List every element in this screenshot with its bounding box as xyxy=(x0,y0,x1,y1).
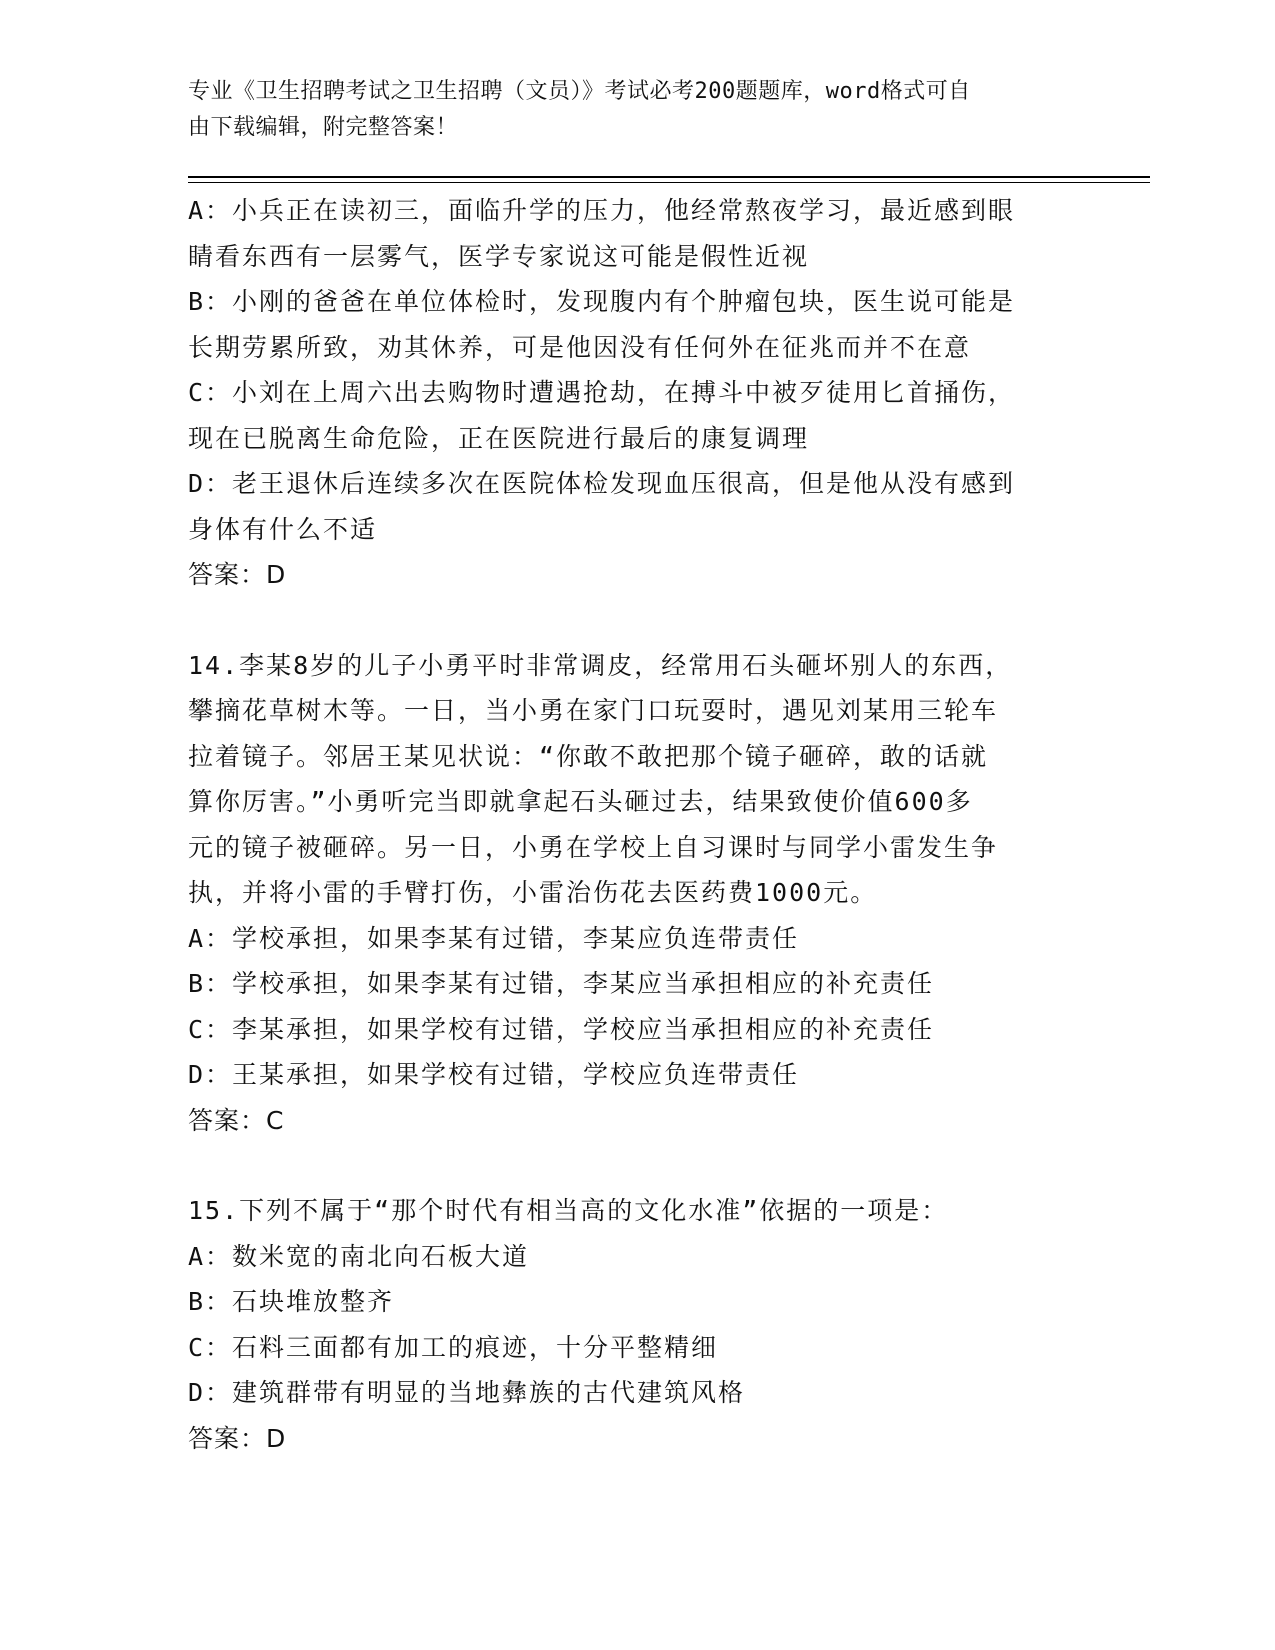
question-13 xyxy=(188,188,1088,598)
q13-option-c-line-1: C：小刘在上周六出去购物时遭遇抢劫，在搏斗中被歹徒用匕首捅伤， xyxy=(188,378,1016,407)
q15-option-a: A：数米宽的南北向石板大道 xyxy=(188,1241,530,1271)
q15-option-c: C：石料三面都有加工的痕迹，十分平整精细 xyxy=(188,1332,719,1362)
spacer xyxy=(188,598,1088,643)
q15-answer: 答案：D xyxy=(188,1423,287,1453)
q14-stem-line-5: 元的镜子被砸碎。另一日，小勇在学校上自习课时与同学小雷发生争 xyxy=(188,832,999,862)
q14-stem-line-2: 攀摘花草树木等。一日，当小勇在家门口玩耍时，遇见刘某用三轮车 xyxy=(188,696,999,725)
q14-option-c: C：李某承担，如果学校有过错，学校应当承担相应的补充责任 xyxy=(188,1014,935,1044)
header-line-1: 专业《卫生招聘考试之卫生招聘（文员）》考试必考200题题库，word格式可自 xyxy=(188,79,971,104)
spacer xyxy=(188,1143,1088,1188)
q14-stem-line-6: 执，并将小雷的手臂打伤，小雷治伤花去医药费1000元。 xyxy=(188,878,878,907)
q13-option-b-line-2: 长期劳累所致，劝其休养，可是他因没有任何外在征兆而并不在意 xyxy=(188,332,972,362)
q14-stem-line-4: 算你厉害。”小勇听完当即就拿起石头砸过去，结果致使价值600多 xyxy=(188,787,973,816)
q13-option-a-line-2: 睛看东西有一层雾气，医学专家说这可能是假性近视 xyxy=(188,241,810,271)
q14-answer: 答案：C xyxy=(188,1105,285,1135)
q14-option-b: B：学校承担，如果李某有过错，李某应当承担相应的补充责任 xyxy=(188,969,935,998)
q15-option-b: B：石块堆放整齐 xyxy=(188,1287,395,1316)
q13-option-a-line-1: A：小兵正在读初三，面临升学的压力，他经常熬夜学习，最近感到眼 xyxy=(188,196,1016,225)
q14-stem-line-1: 14.李某8岁的儿子小勇平时非常调皮，经常用石头砸坏别人的东西， xyxy=(188,650,1013,680)
q13-option-d-line-2: 身体有什么不适 xyxy=(188,514,378,544)
header-rule-thin xyxy=(188,182,1150,183)
q13-option-d-line-1: D：老王退休后连续多次在医院体检发现血压很高，但是他从没有感到 xyxy=(188,469,1016,498)
question-15 xyxy=(188,1188,1088,1461)
header-rule-thick xyxy=(188,176,1150,178)
q15-stem: 15.下列不属于“那个时代有相当高的文化水准”依据的一项是： xyxy=(188,1196,949,1225)
q13-answer: 答案：D xyxy=(188,560,287,589)
document-body xyxy=(188,188,1088,1461)
q13-option-b-line-1: B：小刚的爸爸在单位体检时，发现腹内有个肿瘤包块，医生说可能是 xyxy=(188,287,1016,316)
header-line-2: 由下载编辑，附完整答案！ xyxy=(188,115,459,140)
q15-option-d: D：建筑群带有明显的当地彝族的古代建筑风格 xyxy=(188,1378,746,1407)
document-header xyxy=(188,74,1088,146)
question-14 xyxy=(188,643,1088,1144)
q13-option-c-line-2: 现在已脱离生命危险，正在医院进行最后的康复调理 xyxy=(188,423,810,453)
q14-option-a: A：学校承担，如果李某有过错，李某应负连带责任 xyxy=(188,923,800,953)
q14-stem-line-3: 拉着镜子。邻居王某见状说：“你敢不敢把那个镜子砸碎，敢的话就 xyxy=(188,741,989,771)
q14-option-d: D：王某承担，如果学校有过错，学校应负连带责任 xyxy=(188,1060,800,1089)
